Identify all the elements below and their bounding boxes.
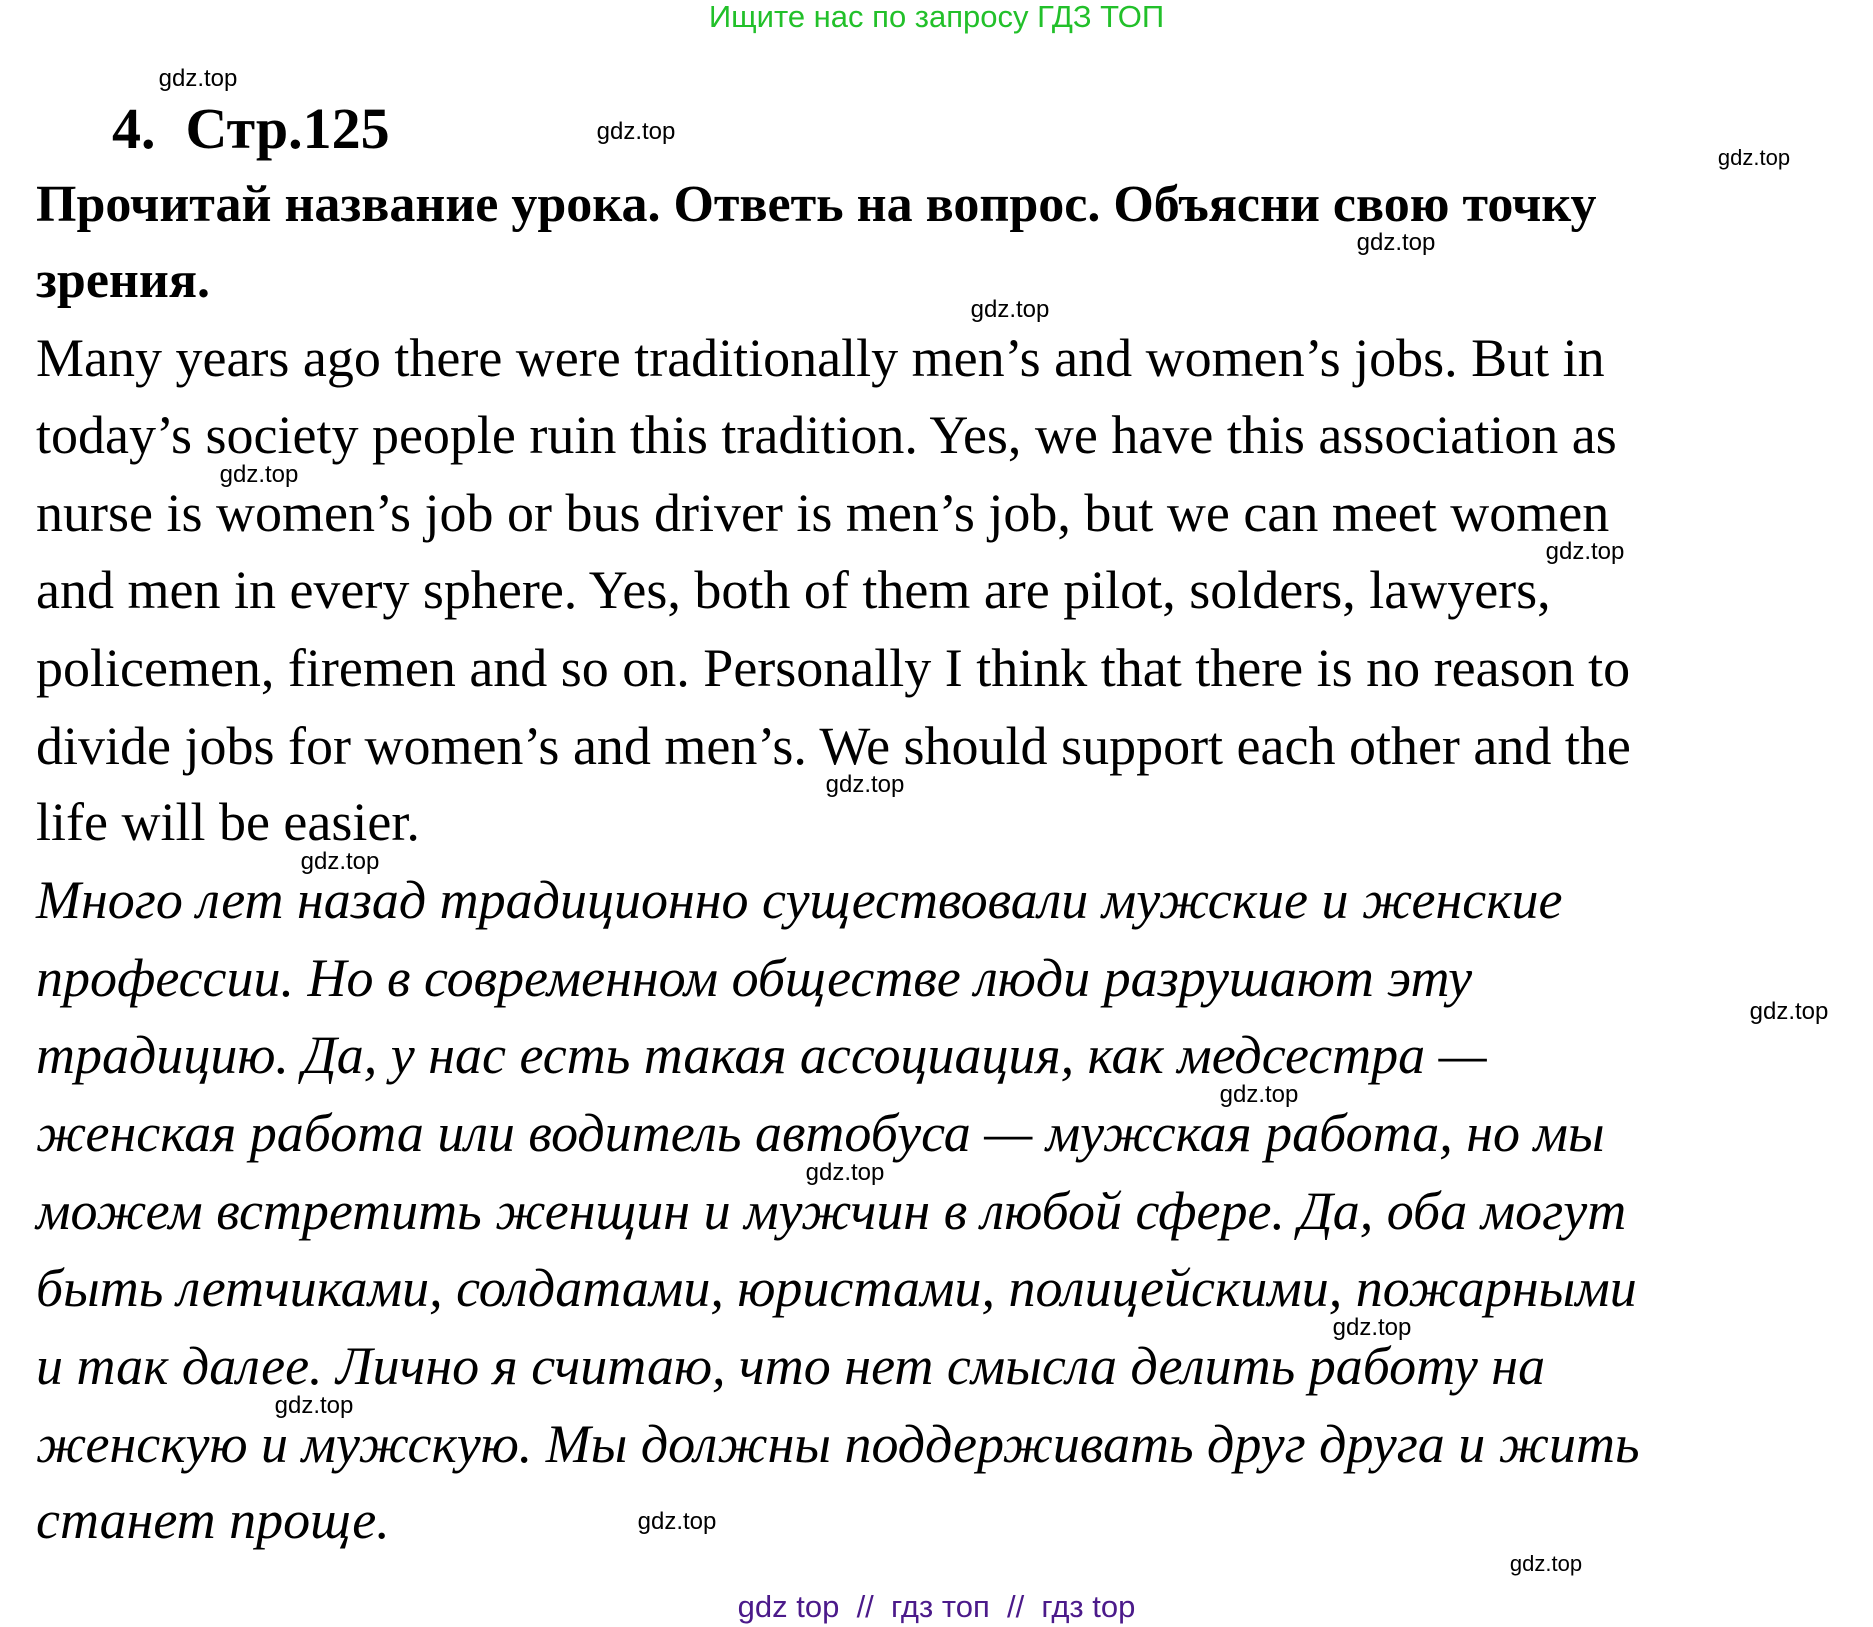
watermark: gdz.top [158,65,238,92]
footer-links[interactable]: gdz top // гдз топ // гдз top [737,1589,1136,1624]
english-line: nurse is women’s job or bus driver is men’s job, but we can meet women [36,483,1610,543]
watermark: gdz.top [219,461,299,488]
watermark: gdz.top [1545,538,1625,565]
watermark: gdz.top [637,1508,717,1535]
english-line: life will be easier. [36,792,420,852]
russian-line: быть летчиками, солдатами, юристами, полицейскими, пожарными [36,1258,1637,1318]
watermark: gdz.top [274,1392,354,1419]
english-line: Many years ago there were traditionally men’s and women’s jobs. But in [36,328,1605,388]
instruction-line: зрения. [36,252,210,309]
watermark: gdz.top [825,771,905,798]
russian-line: традицию. Да, у нас есть такая ассоциация, как медсестра — [36,1025,1487,1085]
russian-line: станет проще. [36,1490,390,1550]
russian-line: профессии. Но в современном обществе люди разрушают эту [36,948,1473,1008]
task-number: 4. [112,96,156,161]
instruction-line: Прочитай название урока. Ответь на вопрос. Объясни свою точку [36,176,1597,233]
watermark: gdz.top [1717,145,1791,170]
russian-line: и так далее. Лично я считаю, что нет смысла делить работу на [36,1336,1546,1396]
watermark: gdz.top [1749,998,1829,1025]
english-line: and men in every sphere. Yes, both of them are pilot, solders, lawyers, [36,560,1551,620]
english-line: today’s society people ruin this tradition. Yes, we have this association as [36,405,1617,465]
english-line: policemen, firemen and so on. Personally I think that there is no reason to [36,638,1631,698]
watermark: gdz.top [596,118,676,145]
watermark: gdz.top [1356,229,1436,256]
watermark: gdz.top [300,848,380,875]
task-page: Стр.125 [185,96,390,161]
russian-line: женская работа или водитель автобуса — мужская работа, но мы [36,1103,1605,1163]
watermark: gdz.top [1509,1551,1583,1576]
watermark: gdz.top [1219,1081,1299,1108]
russian-line: Много лет назад традиционно существовали мужские и женские [36,870,1563,930]
russian-line: можем встретить женщин и мужчин в любой сфере. Да, оба могут [36,1181,1627,1241]
promo-banner: Ищите нас по запросу ГДЗ ТОП [708,0,1165,34]
watermark: gdz.top [805,1159,885,1186]
english-line: divide jobs for women’s and men’s. We should support each other and the [36,716,1631,776]
task-title [112,96,420,161]
watermark: gdz.top [1332,1314,1412,1341]
russian-line: женскую и мужскую. Мы должны поддерживать друг друга и жить [36,1414,1640,1474]
watermark: gdz.top [970,296,1050,323]
